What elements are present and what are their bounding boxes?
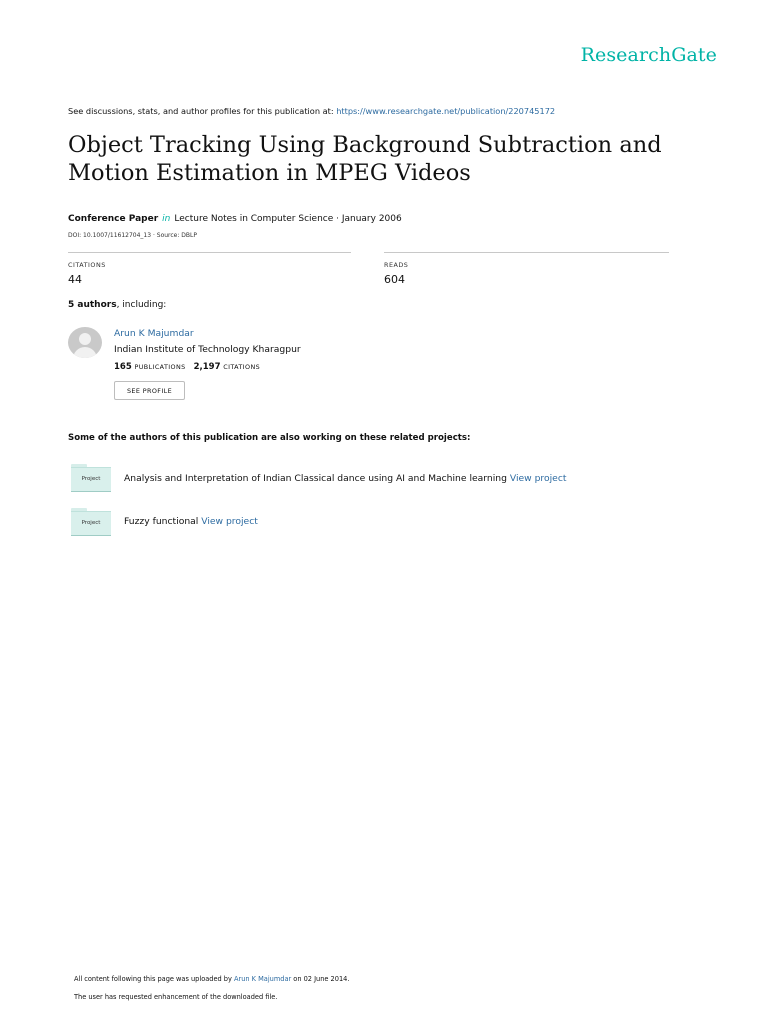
project-title: Analysis and Interpretation of Indian Classical dance using AI and Machine learning — [124, 473, 510, 484]
related-project-item — [124, 516, 258, 527]
author-citations-label: CITATIONS — [223, 363, 261, 371]
researchgate-logo[interactable]: ResearchGate — [580, 44, 717, 66]
view-project-link[interactable]: View project — [509, 473, 567, 484]
reads-value: 604 — [384, 273, 405, 286]
authors-heading — [68, 300, 166, 310]
publication-venue[interactable]: Lecture Notes in Computer Science · January 2006 — [174, 214, 402, 224]
author-name-link[interactable]: Arun K Majumdar — [114, 328, 194, 339]
project-folder-icon — [71, 464, 111, 490]
discussions-notice — [68, 106, 555, 116]
publication-url-link[interactable]: https://www.researchgate.net/publication/220745172 — [336, 106, 556, 116]
authors-count: 5 authors — [68, 300, 117, 310]
citations-label: CITATIONS — [68, 261, 106, 269]
publication-title: Object Tracking Using Background Subtraction and Motion Estimation in MPEG Videos — [68, 132, 662, 186]
author-stats — [114, 362, 268, 372]
author-citations-count: 2,197 — [193, 362, 221, 372]
uploader-link[interactable]: Arun K Majumdar — [234, 975, 292, 983]
discussions-text: See discussions, stats, and author profiles for this publication at: — [68, 106, 337, 116]
author-avatar-icon[interactable] — [68, 327, 102, 358]
in-label: in — [162, 214, 171, 224]
citations-value: 44 — [68, 273, 82, 286]
authors-including: , including: — [116, 300, 167, 310]
enhancement-notice: The user has requested enhancement of the downloaded file. — [74, 993, 278, 1001]
see-profile-button[interactable]: SEE PROFILE — [114, 381, 185, 400]
project-icon-label: Project — [71, 467, 111, 492]
project-title: Fuzzy functional — [124, 516, 202, 527]
author-publications-label: PUBLICATIONS — [134, 363, 186, 371]
related-project-item — [124, 473, 566, 484]
author-publications-count: 165 — [114, 362, 132, 372]
author-institution: Indian Institute of Technology Kharagpur — [114, 344, 301, 355]
upload-notice-pre: All content following this page was uploaded by — [74, 975, 234, 983]
avatar-head-shape — [79, 333, 91, 345]
upload-notice-post: on 02 June 2014. — [291, 975, 350, 983]
avatar-body-shape — [73, 347, 97, 358]
citations-divider — [68, 252, 351, 253]
view-project-link[interactable]: View project — [201, 516, 258, 527]
project-folder-icon — [71, 508, 111, 534]
publication-doi: DOI: 10.1007/11612704_13 · Source: DBLP — [68, 232, 198, 239]
publication-type: Conference Paper — [68, 214, 159, 224]
project-icon-label: Project — [71, 511, 111, 536]
reads-label: READS — [384, 261, 409, 269]
reads-divider — [384, 252, 669, 253]
upload-notice — [74, 975, 349, 983]
publication-meta — [68, 214, 402, 224]
related-projects-heading: Some of the authors of this publication are also working on these related projects: — [68, 433, 471, 443]
